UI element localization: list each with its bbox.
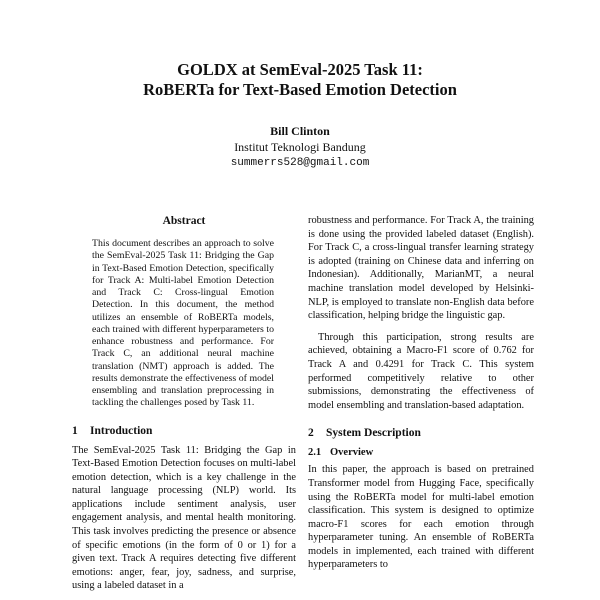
subsection-number: 2.1 xyxy=(308,447,322,459)
author-email[interactable]: summerrs528@gmail.com xyxy=(230,157,370,169)
right-column xyxy=(308,214,534,572)
subsection-title: Overview xyxy=(330,447,374,459)
author-affiliation: Institut Teknologi Bandung xyxy=(234,140,366,154)
system-description-heading xyxy=(308,426,534,440)
overview-text: In this paper, the approach is based on pretrained Transformer model from Hugging Face, specifically using the RoBERTa model for multi-label emotion classification. This system is designed to optimize macro-F1 scores for each emotion through hyperparameter tuning. An ensemble of RoBERTa models in implemented, each trained with different hyperparameters to xyxy=(308,464,534,571)
introduction-heading xyxy=(72,424,296,438)
section-title: System Description xyxy=(326,427,421,440)
section-title: Introduction xyxy=(90,424,153,437)
author-name: Bill Clinton xyxy=(270,124,330,138)
right-paragraph-2: Through this participation, strong results are achieved, obtaining a Macro-F1 score of 0.762 for Track A and 0.4291 for Track C. This system performed competitively relative to other submissions, demonstrating the effectiveness of model ensembling and translation-based adaptation. xyxy=(308,331,534,411)
section-number: 2 xyxy=(308,427,314,440)
abstract-heading: Abstract xyxy=(162,215,206,227)
introduction-text: The SemEval-2025 Task 11: Bridging the Gap in Text-Based Emotion Detection focuses on multi-label emotion detection, which is a key challenge in the natural language processing (NLP) world. Its applications include sentiment analysis, user engagement analysis, and mental health monitoring. This task involves predicting the presence or absence of specific emotions (in the form of 0 or 1) for a given text. Track A requires detecting five different emotions: anger, fear, joy, sadness, and surprise, using a labeled dataset in a xyxy=(72,444,296,592)
left-column xyxy=(72,214,296,593)
right-paragraph-1: robustness and performance. For Track A, the training is done using the provided labeled dataset (English). For Track C, a cross-lingual transfer learning strategy is adopted (training on Chinese data and inferring on Indonesian). Additionally, MarianMT, a neural machine translation model developed by Helsinki-NLP, is employed to translate non-English data before classification, helping bridge the linguistic gap. xyxy=(308,215,534,322)
abstract-text: This document describes an approach to solve the SemEval-2025 Task 11: Bridging the Gap in Text-Based Emotion Detection, specifically for Track A: Multi-label Emotion Detection and Track C: Cross-lingual Emotion Detection. In this document, the method utilizes an ensemble of RoBERTa models, each trained with different hyperparameters to enhance robustness and performance. For Track C, an additional neural machine translation (NMT) approach is added. The results demonstrate the effectiveness of model ensembling and translation preprocessing in tackling the challenges posed by Task 11. xyxy=(92,238,274,409)
title-line-2: RoBERTa for Text-Based Emotion Detection xyxy=(143,80,457,99)
overview-heading xyxy=(308,446,534,459)
title-line-1: GOLDX at SemEval-2025 Task 11: xyxy=(177,60,423,79)
section-number: 1 xyxy=(72,424,78,437)
author-block xyxy=(0,124,600,170)
paper-title xyxy=(0,60,600,100)
